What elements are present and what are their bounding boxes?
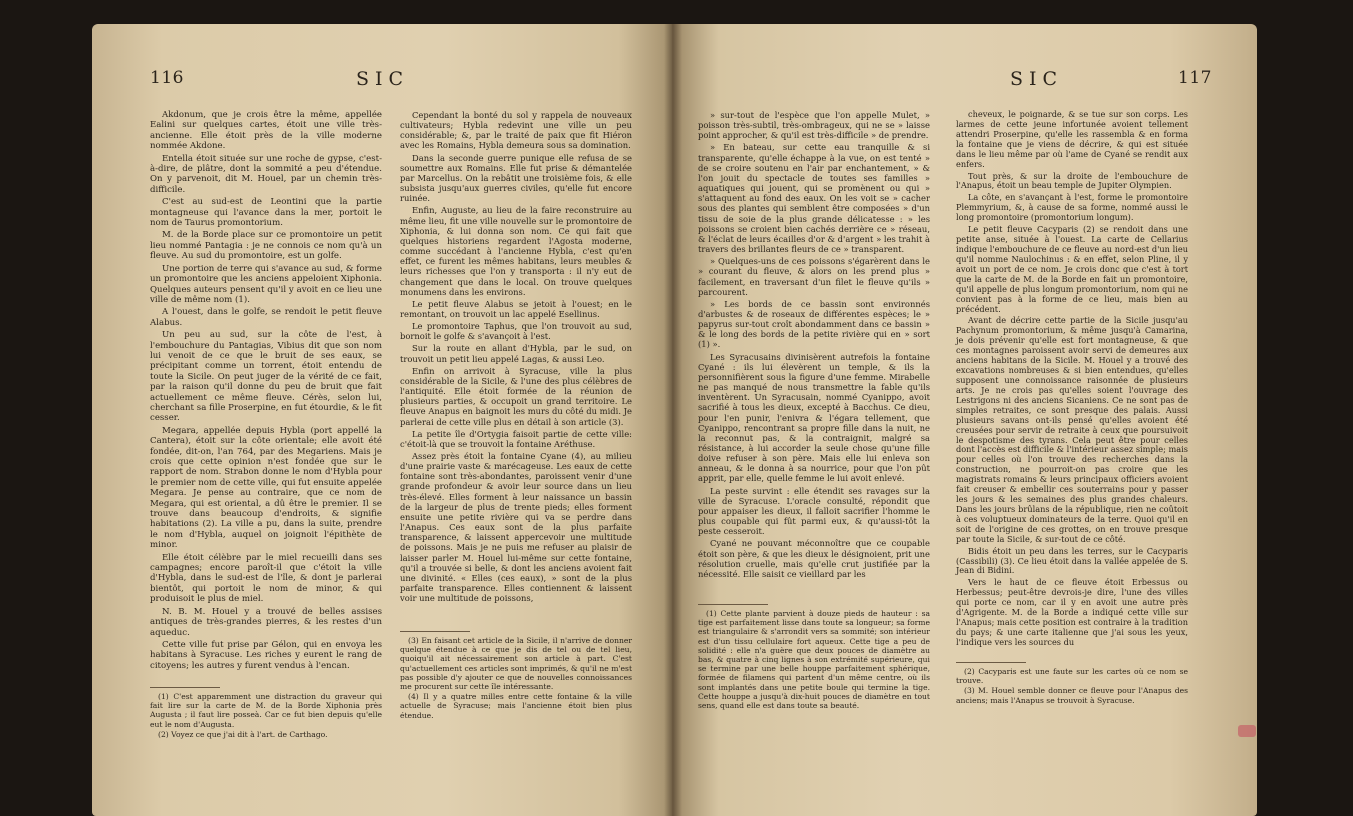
footnote-rule (698, 604, 768, 605)
paragraph: M. de la Borde place sur ce promontoire un petit lieu nommé Pantagia : je ne connois ce nom qu'à un fleuve. Au sud du promontoire, est un golfe. (150, 230, 382, 262)
paragraph: Entella étoit située sur une roche de gypse, c'est-à-dire, de plâtre, dont la sommité a peu d'étendue. On y parvenoit, dit M. Houel, par un chemin très-difficile. (150, 153, 382, 195)
paragraph: » Les bords de ce bassin sont environnés d'arbustes & de roseaux de différentes espèces; le » papyrus sur-tout croît abondamment dans ce bassin » & le long des bords de la petite rivière qui en » sort (1) ». (698, 298, 930, 350)
page-number: 116 (150, 68, 184, 88)
right-page-header (672, 68, 1257, 98)
footnote-rule (400, 631, 470, 632)
paragraph: Assez près étoit la fontaine Cyane (4), au milieu d'une prairie vaste & marécageuse. Les eaux de cette fontaine sont très-abondantes, paroissent venir d'une grande profondeur & avoir leur source dans un lieu très-élevé. Elles forment à leur naissance un bassin de la largeur de plus de trente pieds; elles forment ensuite une petite rivière qui va se perdre dans l'Anapus. Ces eaux sont de la plus parfaite transparence, & laissent appercevoir une multitude de poissons. Mais je ne puis me refuser au plaisir de laisser parler M. Houel lui-même sur cette fontaine, qu'il a trouvée si belle, & dont les anciens avoient fait une divinité. « Elles (ces eaux), » sont de la plus parfaite transparence. Elles contiennent & laissent voir une multitude de poissons, (400, 451, 632, 604)
left-page-header (92, 68, 677, 98)
paragraph: La côte, en s'avançant à l'est, forme le promontoire Plemmyrium, &, à cause de sa forme, nommé aussi le long promontoire (promontorium longum). (956, 192, 1188, 223)
footnote: (2) Voyez ce que j'ai dit à l'art. de Carthago. (158, 729, 328, 739)
footnote: (3) M. Houel semble donner ce fleuve pour l'Anapus des anciens; mais l'Anapus se trouvoit à Syracuse. (956, 686, 1188, 705)
paragraph: Le promontoire Taphus, que l'on trouvoit au sud, bornoit le golfe & s'avançoit à l'est. (400, 321, 632, 342)
paragraph: » sur-tout de l'espèce que l'on appelle Mulet, » poisson très-subtil, très-ombrageux, qui ne se » laisse point approcher, & qu'il est très-difficile » de prendre. (698, 110, 930, 141)
left-page-column-2 (400, 110, 632, 605)
book-gutter (664, 24, 682, 816)
footnote: (1) C'est apparemment une distraction du graveur qui fait lire sur la carte de M. de la Borde Xiphonia près Augusta ; il faut lire posseà. Car ce fut bien depuis qu'elle eut le nom d'Augusta. (150, 692, 382, 729)
paragraph: Une portion de terre qui s'avance au sud, & forme un promontoire que les anciens appeloient Xiphonia. Quelques auteurs pensent qu'il y avoit en ce lieu une ville de même nom (1). (150, 263, 382, 305)
paragraph: Enfin, Auguste, au lieu de la faire reconstruire au même lieu, fit une ville nouvelle sur le promontoire de Xiphonia, & lui donna son nom. Ce qui fait que quelques historiens regardent l'Agosta moderne, comme succédant à l'ancienne Hybla, c'est qu'en effet, ce furent les mêmes habitans, leurs meubles & leurs richesses que l'on y transporta : il n'y eut de changement que dans le local. On trouve quelques monumens dans les environs. (400, 205, 632, 297)
paragraph: Akdonum, que je crois être la même, appellée Ealini sur quelques cartes, étoit une ville très-ancienne. Elle étoit près de la ville moderne nommée Akdone. (150, 110, 382, 152)
footnote: (2) Cacyparis est une faute sur les cartes où ce nom se trouve. (956, 667, 1188, 686)
paragraph: La peste survint : elle étendit ses ravages sur la ville de Syracuse. L'oracle consulté, répondit que pour appaiser les dieux, il falloit sacrifier l'homme le plus coupable qui fût parmi eux, & qu'aussi-tôt la peste cesseroit. (698, 485, 930, 537)
left-page (92, 24, 677, 816)
paragraph: Elle étoit célèbre par le miel recueilli dans ses campagnes; encore paroît-il que c'étoit la ville d'Hybla, dans le sud-est de l'île, & dont je parlerai bientôt, qui portoit le nom de minor, & qui produisoit le plus de miel. (150, 552, 382, 605)
left-page-column-1 (150, 110, 382, 673)
footnote: (3) En faisant cet article de la Sicile, il n'arrive de donner quelque étendue à ce que je dis de tel ou de tel lieu, quoiqu'il ait nécessairement son article à part. C'est qu'actuellement ces articles sont imprimés, & qu'il ne m'est pas possible d'y ajouter ce que de nouvelles connoissances me procurent sur cette île intéressante. (400, 636, 632, 692)
paragraph: A l'ouest, dans le golfe, se rendoit le petit fleuve Alabus. (150, 307, 382, 328)
right-page (672, 24, 1257, 816)
paragraph: C'est au sud-est de Leontini que la partie montagneuse qui l'avance dans la mer, portoit le nom de Taurus promontorium. (150, 197, 382, 229)
footnote: (1) Cette plante parvient à douze pieds de hauteur : sa tige est parfaitement lisse dans toute sa longueur; sa forme est triangulaire & s'arrondit vers sa sommité; son intérieur est d'un tissu cellulaire fort aqueux. Cette tige a peu de solidité : elle n'a guère que deux pouces de diamètre au bas, & quatre à cinq lignes à son extrémité supérieure, qui se termine par une belle houppe parfaitement sphérique, formée de filamens qui partent d'un même centre, où ils sont implantés dans une petite boule qui termine la tige. Cette houppe a jusqu'à dix-huit pouces de diamètre en tout sens, quand elle est dans toute sa beauté. (698, 609, 930, 711)
left-page-col1-footnotes (150, 692, 382, 740)
paragraph: N. B. M. Houel y a trouvé de belles assises antiques de très-grandes pierres, & les restes d'un aqueduc. (150, 606, 382, 638)
page-number: 117 (1178, 68, 1212, 88)
paragraph: Un peu au sud, sur la côte de l'est, à l'embouchure du Pantagias, Vibius dit que son nom lui venoit de ce que le bruit de ses eaux, se précipitant comme un torrent, étoit entendu de toute la Sicile. On peut juger de la vérité de ce fait, par la raison qu'il donne du peu de bruit que fait actuellement ce même fleuve. Cérès, selon lui, cherchant sa fille Proserpine, en fut étourdie, & le fit cesser. (150, 330, 382, 424)
paragraph: Vers le haut de ce fleuve étoit Erbessus ou Herbessus; peut-être devrois-je dire, l'une des villes qui porte ce nom, car il y en avoit une autre près d'Agrigente. M. de la Borde a indiqué cette ville sur l'Anapus; mais cette position est contraire à la tradition du pays; & une carte italienne que j'ai sous les yeux, l'indique vers les sources du (956, 577, 1188, 647)
right-page-column-1 (698, 110, 930, 581)
paragraph: Cette ville fut prise par Gélon, qui en envoya les habitans à Syracuse. Les riches y eurent le rang de citoyens; les autres y furent vendus à l'encan. (150, 639, 382, 671)
paragraph: Cependant la bonté du sol y rappela de nouveaux cultivateurs; Hybla redevint une ville un peu considérable; &, par le traité de paix que fit Hiéron avec les Romains, Hybla demeura sous sa domination. (400, 110, 632, 151)
paragraph: Le petit fleuve Alabus se jetoit à l'ouest; en le remontant, on trouvoit un lac appelé Esellinus. (400, 298, 632, 319)
running-title: SIC (1010, 68, 1064, 90)
library-stamp (1238, 725, 1256, 737)
paragraph: » Quelques-uns de ces poissons s'égarèrent dans le » courant du fleuve, & alors on les prend plus » facilement, en traversant d'un filet le fleuve qu'ils » parcourent. (698, 256, 930, 297)
paragraph: Megara, appellée depuis Hybla (port appellé la Cantera), étoit sur la côte orientale; elle avoit été fondée, dit-on, l'an 764, par des Megariens. Mais je crois que cette opinion n'est fondée que sur le rapport de nom. Strabon donne le nom d'Hybla pour le premier nom de cette ville, qui fut ensuite appelée Megara. Je pense au contraire, que ce nom de Megara, qui est oriental, a dû être le premier. Il se trouve dans beaucoup d'endroits, & signifie habitations (2). La ville a pu, dans la suite, prendre le nom d'Hybla, auquel on joignoit l'épithète de minor. (150, 425, 382, 551)
paragraph: Enfin on arrivoit à Syracuse, ville la plus considérable de la Sicile, & l'une des plus célèbres de l'antiquité. Elle étoit formée de la réunion de plusieurs parties, & occupoit un grand territoire. Le fleuve Anapus en baignoit les murs du côté du midi. Je parlerai de cette ville plus en détail à son article (3). (400, 365, 632, 427)
paragraph: cheveux, le poignarde, & se tue sur son corps. Les larmes de cette jeune infortunée avoient tellement attendri Proserpine, qu'elle les rassembla & en forma la fontaine que je viens de décrire, & qui est située dans le lieu même par où l'ame de Cyané se rendit aux enfers. (956, 109, 1188, 169)
left-page-col2-footnotes (400, 636, 632, 721)
right-page-column-2 (956, 110, 1188, 650)
paragraph: Dans la seconde guerre punique elle refusa de se soumettre aux Romains. Elle fut prise & démantelée par Marcellus. On la rebâtit une troisième fois, & elle subsista jusqu'aux guerres civiles, qu'elle fut encore ruinée. (400, 152, 632, 204)
right-page-col2-footnotes (956, 667, 1188, 706)
paragraph: Cyané ne pouvant méconnoître que ce coupable étoit son père, & que les dieux le désignoient, prit une résolution cruelle, mais qu'elle crut justifiée par la nécessité. Elle saisit ce vieillard par les (698, 538, 930, 579)
paragraph: Le petit fleuve Cacyparis (2) se rendoit dans une petite anse, située à l'ouest. La carte de Cellarius indique l'embouchure de ce fleuve au nord-est d'un lieu qu'il nomme Naulochinus : & en effet, selon Pline, il y avoit un port de ce nom. Je crois donc que c'est à tort que la carte de M. de la Borde en fait un promontoire, qu'il appelle de plus longum promontorium, nom qui ne convient pas à la forme de ce lieu, mais bien au précédent. (956, 224, 1188, 314)
footnote-rule (956, 662, 1026, 663)
footnote-rule (150, 687, 220, 688)
paragraph: Bidis étoit un peu dans les terres, sur le Cacyparis (Cassibili) (3). Ce lieu étoit dans la vallée appelée de S. Jean di Bidini. (956, 545, 1188, 576)
paragraph: Sur la route en allant d'Hybla, par le sud, on trouvoit un petit lieu appelé Lagas, & aussi Leo. (400, 343, 632, 364)
footnote: (4) Il y a quatre milles entre cette fontaine & la ville actuelle de Syracuse; mais l'ancienne étoit bien plus étendue. (400, 692, 632, 720)
running-title: SIC (356, 68, 410, 90)
paragraph: Avant de décrire cette partie de la Sicile jusqu'au Pachynum promontorium, & même jusqu'à Camarina, je dois prévenir qu'elle est fort montagneuse, & que ces montagnes paroissent avoir servi de demeures aux anciens habitans de la Sicile. M. Houel y a trouvé des excavations nombreuses & si bien entendues, qu'elles supposent une connoissance raisonnée de plusieurs arts. Je ne crois pas qu'elles soient l'ouvrage des Lestrigons ni des anciens Sicaniens. Ce ne sont pas de simples retraites, ce sont presque des palais. Aussi plusieurs savans ont-ils pensé qu'elles avoient été creusées pour servir de retraite à ceux que poursuivoit le despotisme des tyrans. Cela peut être pour celles dont l'accès est difficile & l'intérieur assez simple; mais pour celles où l'on trouve des recherches dans la construction, ne pourroit-on pas croire que les magistrats romains & leurs principaux officiers avoient fait creuser & embellir ces souterrains pour y passer les jours & les semaines des plus grandes chaleurs. Dans les jours brûlans de la république, rien ne coûtoit à ces voluptueux dominateurs de la terre. Quoi qu'il en soit de l'origine de ces grottes, on en trouve presque par toute la Sicile, & sur-tout de ce côté. (956, 315, 1188, 544)
paragraph: » En bateau, sur cette eau tranquille & si transparente, qu'elle échappe à la vue, on est tenté » de se croire soutenu en l'air par enchantement, » & l'on jouit du spectacle de toutes ses familles » aquatiques qui jouent, qui se promènent ou qui » s'attaquent au fond des eaux. On les voit se » cacher sous des plantes qui semblent être composées » d'un tissu de soie de la plus grande délicatesse : » les poissons se croient bien cachés derrière ce » réseau, & l'éclat de leurs écailles d'or & d'argent » les trahit à travers des brillantes fleurs de ce » transparent. (698, 142, 930, 255)
paragraph: Tout près, & sur la droite de l'embouchure de l'Anapus, étoit un beau temple de Jupiter Olympien. (956, 170, 1188, 191)
paragraph: Les Syracusains divinisèrent autrefois la fontaine Cyané : ils lui élevèrent un temple, & ils la personnifièrent sous la figure d'une femme. Mirabelle ne pas manqué de nous transmettre la fable qu'ils inventèrent. Un Syracusain, nommé Cyanippo, avoit sacrifié à tous les dieux, excepté à Bacchus. Ce dieu, pour l'en punir, l'enivra & l'égara tellement, que Cyanippo, rencontrant sa propre fille dans la nuit, ne la reconnut pas, & la contraignit, malgré sa résistance, à lui accorder la seule chose qu'une fille doive refuser à son père. Mais elle lui enleva son anneau, & le donna à sa nourrice, pour que l'on pût apprit, par elle, quelle femme le lui avoit enlevé. (698, 351, 930, 484)
right-page-col1-footnotes (698, 609, 930, 711)
paragraph: La petite île d'Ortygia faisoit partie de cette ville: c'étoit-là que se trouvoit la fontaine Aréthuse. (400, 428, 632, 449)
